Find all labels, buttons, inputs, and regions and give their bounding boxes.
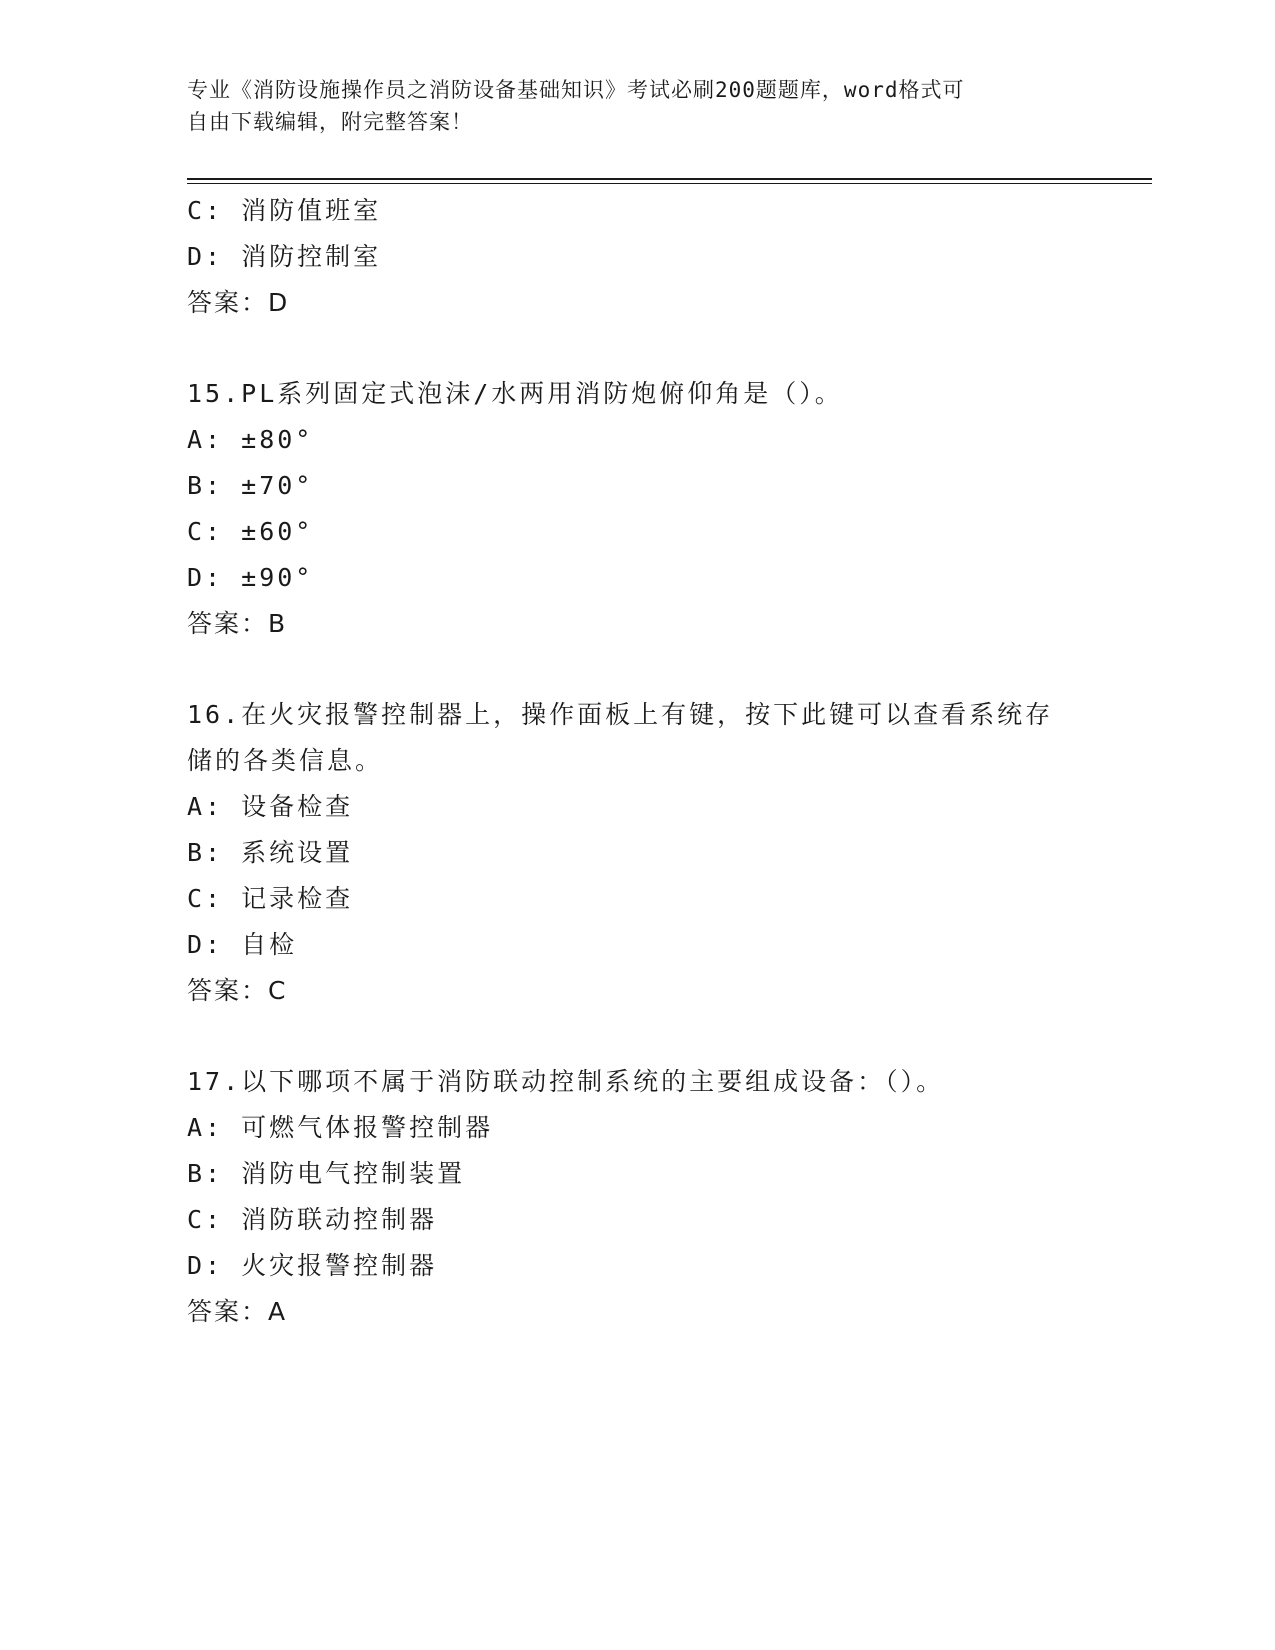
spacer: [187, 326, 1087, 371]
option-b: B: 消防电气控制装置: [187, 1159, 466, 1188]
document-header: [187, 74, 1077, 138]
question-text-line-2: 储的各类信息。: [187, 746, 384, 775]
question-17: [187, 1059, 1087, 1335]
spacer: [187, 647, 1087, 692]
option-d: D: 消防控制室: [187, 242, 382, 271]
question-15: [187, 371, 1087, 647]
question-list: [187, 188, 1087, 1335]
header-divider-thin: [187, 183, 1152, 184]
option-b: B: ±70°: [187, 471, 314, 500]
option-b: B: 系统设置: [187, 838, 354, 867]
question-text: 15.PL系列固定式泡沫/水两用消防炮俯仰角是（）。: [187, 379, 843, 408]
header-divider-thick: [187, 178, 1152, 180]
answer-label: 答案：B: [187, 609, 288, 638]
answer-label: 答案：A: [187, 1297, 288, 1326]
option-a: A: 设备检查: [187, 792, 354, 821]
question-16: [187, 692, 1087, 1014]
option-d: D: ±90°: [187, 563, 314, 592]
option-a: A: ±80°: [187, 425, 314, 454]
header-line-2: 自由下载编辑，附完整答案！: [187, 110, 473, 134]
header-line-1: 专业《消防设施操作员之消防设备基础知识》考试必刷200题题库，word格式可: [187, 78, 965, 102]
question-text: 17.以下哪项不属于消防联动控制系统的主要组成设备：（）。: [187, 1067, 945, 1096]
spacer: [187, 1014, 1087, 1059]
question-14-tail: [187, 188, 1087, 326]
option-d: D: 火灾报警控制器: [187, 1251, 438, 1280]
option-c: C: 消防值班室: [187, 196, 382, 225]
option-a: A: 可燃气体报警控制器: [187, 1113, 494, 1142]
option-c: C: 记录检查: [187, 884, 354, 913]
question-text-line-1: 16.在火灾报警控制器上，操作面板上有键，按下此键可以查看系统存: [187, 700, 1054, 729]
answer-label: 答案：D: [187, 288, 290, 317]
option-d: D: 自检: [187, 930, 298, 959]
option-c: C: ±60°: [187, 517, 314, 546]
answer-label: 答案：C: [187, 976, 288, 1005]
option-c: C: 消防联动控制器: [187, 1205, 438, 1234]
